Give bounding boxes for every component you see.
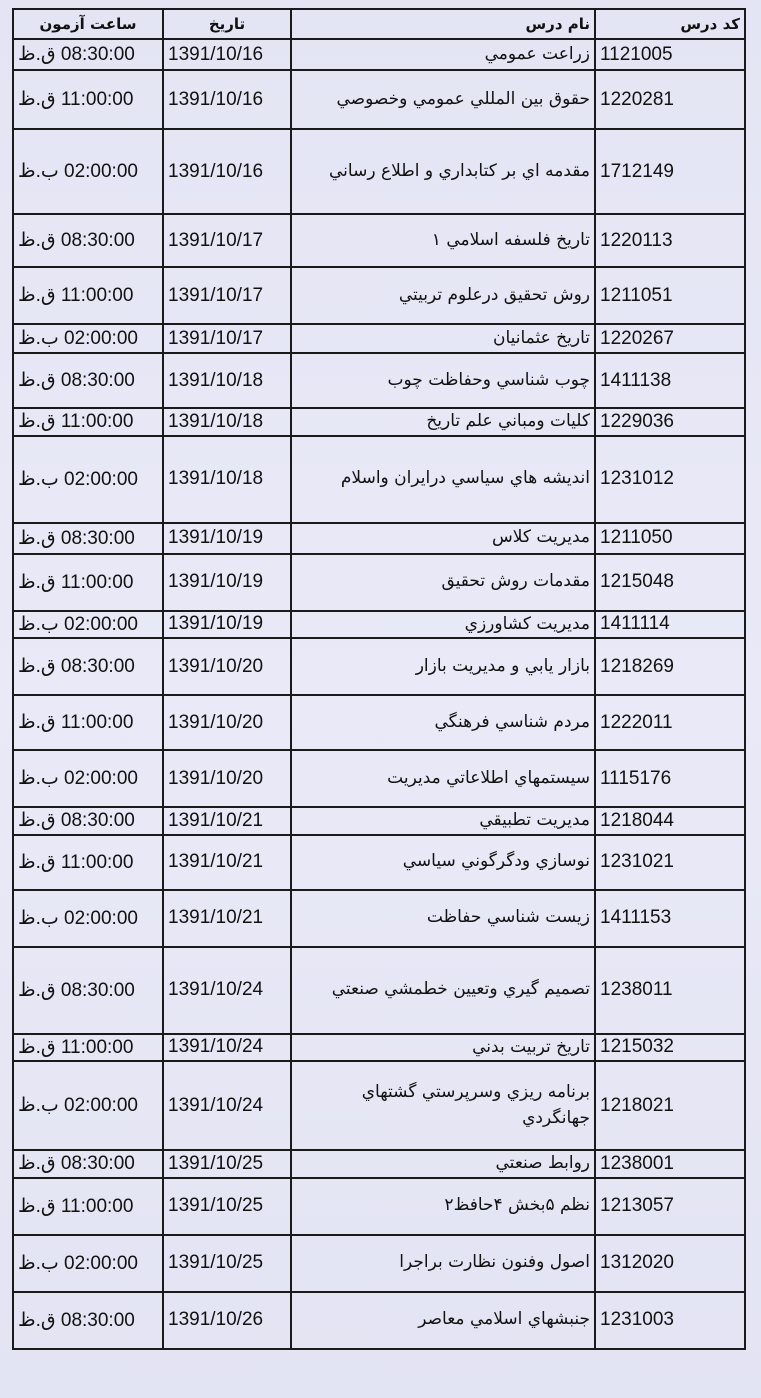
- course-name-cell: مديريت تطبيقي: [291, 807, 595, 835]
- table-row: [13, 1292, 745, 1349]
- exam-date-cell: 1391/10/19: [163, 611, 291, 639]
- table-row: [13, 1150, 745, 1178]
- table-row: [13, 70, 745, 129]
- exam-date-cell: 1391/10/26: [163, 1292, 291, 1349]
- course-name-cell: تاريخ عثمانيان: [291, 324, 595, 353]
- exam-time-cell: 11:00:00 ق.ظ: [13, 70, 163, 129]
- exam-date-cell: 1391/10/21: [163, 807, 291, 835]
- table-row: [13, 1235, 745, 1292]
- exam-date-cell: 1391/10/16: [163, 39, 291, 70]
- course-code-cell: 1218044: [595, 807, 745, 835]
- course-name-cell: جنبشهاي اسلامي معاصر: [291, 1292, 595, 1349]
- course-name-cell: بازار يابي و مديريت بازار: [291, 638, 595, 695]
- exam-date-cell: 1391/10/21: [163, 890, 291, 947]
- table-row: [13, 835, 745, 890]
- exam-time-cell: 08:30:00 ق.ظ: [13, 353, 163, 408]
- table-row: [13, 638, 745, 695]
- exam-date-cell: 1391/10/16: [163, 129, 291, 214]
- course-code-cell: 1312020: [595, 1235, 745, 1292]
- exam-date-cell: 1391/10/16: [163, 70, 291, 129]
- course-name-cell: حقوق بين المللي عمومي وخصوصي: [291, 70, 595, 129]
- course-code-cell: 1712149: [595, 129, 745, 214]
- table-row: [13, 1061, 745, 1150]
- exam-date-cell: 1391/10/25: [163, 1235, 291, 1292]
- exam-date-cell: 1391/10/21: [163, 835, 291, 890]
- exam-time-cell: 08:30:00 ق.ظ: [13, 214, 163, 267]
- table-row: [13, 267, 745, 324]
- table-row: [13, 1178, 745, 1235]
- exam-time-cell: 08:30:00 ق.ظ: [13, 947, 163, 1034]
- course-name-cell: چوب شناسي وحفاظت چوب: [291, 353, 595, 408]
- course-name-cell: روابط صنعتي: [291, 1150, 595, 1178]
- table-row: [13, 890, 745, 947]
- table-row: [13, 750, 745, 807]
- exam-time-cell: 11:00:00 ق.ظ: [13, 554, 163, 611]
- exam-date-cell: 1391/10/25: [163, 1178, 291, 1235]
- course-code-cell: 1218021: [595, 1061, 745, 1150]
- course-name-cell: تاريخ تربيت بدني: [291, 1034, 595, 1062]
- exam-time-cell: 08:30:00 ق.ظ: [13, 1292, 163, 1349]
- header-exam-time: ساعت آزمون: [13, 9, 163, 39]
- course-name-cell: مقدمه اي بر کتابداري و اطلاع رساني: [291, 129, 595, 214]
- exam-schedule-table: [12, 8, 746, 1350]
- exam-time-cell: 08:30:00 ق.ظ: [13, 638, 163, 695]
- exam-time-cell: 02:00:00 ب.ظ: [13, 611, 163, 639]
- course-name-cell: مردم شناسي فرهنگي: [291, 695, 595, 750]
- course-code-cell: 1218269: [595, 638, 745, 695]
- exam-date-cell: 1391/10/18: [163, 353, 291, 408]
- table-row: [13, 523, 745, 554]
- course-name-cell: مقدمات روش تحقيق: [291, 554, 595, 611]
- exam-time-cell: 02:00:00 ب.ظ: [13, 1061, 163, 1150]
- exam-time-cell: 08:30:00 ق.ظ: [13, 39, 163, 70]
- course-name-cell: مديريت کلاس: [291, 523, 595, 554]
- exam-time-cell: 02:00:00 ب.ظ: [13, 750, 163, 807]
- exam-time-cell: 08:30:00 ق.ظ: [13, 807, 163, 835]
- course-code-cell: 1231003: [595, 1292, 745, 1349]
- exam-date-cell: 1391/10/18: [163, 408, 291, 436]
- exam-time-cell: 02:00:00 ب.ظ: [13, 129, 163, 214]
- course-code-cell: 1411114: [595, 611, 745, 639]
- exam-date-cell: 1391/10/20: [163, 750, 291, 807]
- course-name-cell: تصميم گيري وتعيين خطمشي صنعتي: [291, 947, 595, 1034]
- exam-date-cell: 1391/10/24: [163, 1061, 291, 1150]
- course-name-cell: انديشه هاي سياسي درايران واسلام: [291, 436, 595, 523]
- table-row: [13, 436, 745, 523]
- course-name-cell: اصول وفنون نظارت براجرا: [291, 1235, 595, 1292]
- exam-time-cell: 11:00:00 ق.ظ: [13, 835, 163, 890]
- course-code-cell: 1220267: [595, 324, 745, 353]
- exam-time-cell: 02:00:00 ب.ظ: [13, 890, 163, 947]
- exam-date-cell: 1391/10/20: [163, 695, 291, 750]
- table-row: [13, 695, 745, 750]
- course-name-cell: نوسازي ودگرگوني سياسي: [291, 835, 595, 890]
- course-name-cell: تاريخ فلسفه اسلامي ۱: [291, 214, 595, 267]
- exam-date-cell: 1391/10/17: [163, 324, 291, 353]
- exam-time-cell: 02:00:00 ب.ظ: [13, 436, 163, 523]
- table-row: [13, 807, 745, 835]
- course-code-cell: 1215032: [595, 1034, 745, 1062]
- course-code-cell: 1238011: [595, 947, 745, 1034]
- course-code-cell: 1231021: [595, 835, 745, 890]
- exam-time-cell: 08:30:00 ق.ظ: [13, 1150, 163, 1178]
- course-code-cell: 1220113: [595, 214, 745, 267]
- course-name-cell: مديريت کشاورزي: [291, 611, 595, 639]
- course-name-cell: زراعت عمومي: [291, 39, 595, 70]
- exam-date-cell: 1391/10/19: [163, 523, 291, 554]
- exam-date-cell: 1391/10/17: [163, 214, 291, 267]
- course-code-cell: 1222011: [595, 695, 745, 750]
- exam-date-cell: 1391/10/20: [163, 638, 291, 695]
- table-row: [13, 408, 745, 436]
- course-name-cell: زيست شناسي حفاظت: [291, 890, 595, 947]
- course-code-cell: 1211051: [595, 267, 745, 324]
- header-course-name: نام درس: [291, 9, 595, 39]
- exam-time-cell: 11:00:00 ق.ظ: [13, 695, 163, 750]
- course-code-cell: 1220281: [595, 70, 745, 129]
- exam-time-cell: 11:00:00 ق.ظ: [13, 408, 163, 436]
- header-row: [13, 9, 745, 39]
- course-code-cell: 1215048: [595, 554, 745, 611]
- course-code-cell: 1231012: [595, 436, 745, 523]
- course-code-cell: 1229036: [595, 408, 745, 436]
- table-row: [13, 39, 745, 70]
- course-code-cell: 1121005: [595, 39, 745, 70]
- exam-date-cell: 1391/10/25: [163, 1150, 291, 1178]
- table-row: [13, 947, 745, 1034]
- header-date: تاريخ: [163, 9, 291, 39]
- course-code-cell: 1211050: [595, 523, 745, 554]
- exam-date-cell: 1391/10/24: [163, 947, 291, 1034]
- table-row: [13, 214, 745, 267]
- course-name-cell: نظم ۵بخش ۴حافظ۲: [291, 1178, 595, 1235]
- course-name-cell: روش تحقيق درعلوم تربيتي: [291, 267, 595, 324]
- exam-time-cell: 08:30:00 ق.ظ: [13, 523, 163, 554]
- exam-date-cell: 1391/10/18: [163, 436, 291, 523]
- exam-date-cell: 1391/10/24: [163, 1034, 291, 1062]
- exam-time-cell: 02:00:00 ب.ظ: [13, 1235, 163, 1292]
- table-row: [13, 129, 745, 214]
- table-row: [13, 554, 745, 611]
- exam-date-cell: 1391/10/19: [163, 554, 291, 611]
- course-code-cell: 1238001: [595, 1150, 745, 1178]
- exam-time-cell: 11:00:00 ق.ظ: [13, 267, 163, 324]
- header-course-code: کد درس: [595, 9, 745, 39]
- table-row: [13, 1034, 745, 1062]
- course-name-cell: کليات ومباني علم تاريخ: [291, 408, 595, 436]
- table-row: [13, 353, 745, 408]
- course-code-cell: 1411138: [595, 353, 745, 408]
- exam-time-cell: 02:00:00 ب.ظ: [13, 324, 163, 353]
- course-name-cell: سيستمهاي اطلاعاتي مديريت: [291, 750, 595, 807]
- table-row: [13, 324, 745, 353]
- exam-date-cell: 1391/10/17: [163, 267, 291, 324]
- course-code-cell: 1213057: [595, 1178, 745, 1235]
- exam-time-cell: 11:00:00 ق.ظ: [13, 1178, 163, 1235]
- course-code-cell: 1411153: [595, 890, 745, 947]
- exam-time-cell: 11:00:00 ق.ظ: [13, 1034, 163, 1062]
- course-name-cell: برنامه ريزي وسرپرستي گشتهاي جهانگردي: [291, 1061, 595, 1150]
- course-code-cell: 1115176: [595, 750, 745, 807]
- table-row: [13, 611, 745, 639]
